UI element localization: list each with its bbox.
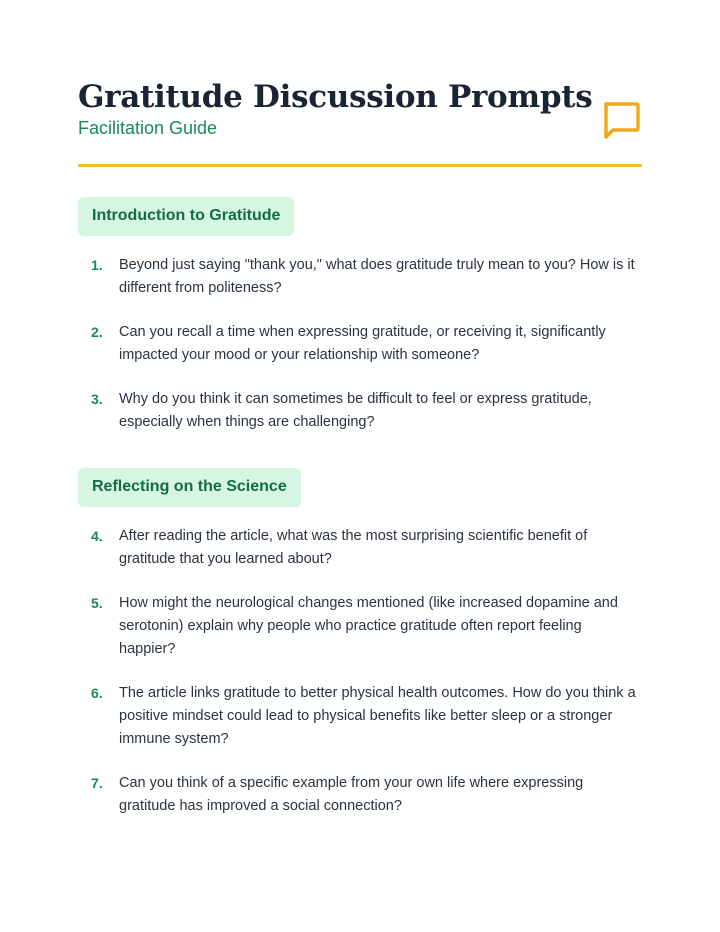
prompt-text: The article links gratitude to better physical health outcomes. How do you think a positive mindset could lead to physical benefits like better sleep or a stronger immune system? (119, 685, 636, 747)
page-subtitle: Facilitation Guide (78, 118, 218, 138)
list-item (78, 592, 642, 661)
prompt-list (78, 254, 642, 434)
prompt-number: 3. (91, 391, 103, 407)
prompt-number: 2. (91, 324, 103, 340)
prompt-number: 1. (91, 257, 103, 273)
prompt-text: How might the neurological changes mentioned (like increased dopamine and serotonin) explain why people who practice gratitude often report feeling happier? (119, 595, 618, 657)
list-item (78, 388, 642, 434)
prompt-number: 7. (91, 775, 103, 791)
section-introduction (78, 197, 642, 434)
list-item (78, 321, 642, 367)
chat-bubble-icon (600, 100, 642, 142)
prompt-text: After reading the article, what was the most surprising scientific benefit of gratitude that you learned about? (119, 528, 588, 567)
list-item (78, 682, 642, 751)
prompt-number: 6. (91, 685, 103, 701)
prompt-text: Why do you think it can sometimes be difficult to feel or express gratitude, especially when things are challenging? (119, 391, 592, 430)
prompt-text: Beyond just saying "thank you," what does gratitude truly mean to you? How is it different from politeness? (119, 257, 635, 296)
list-item (78, 525, 642, 571)
section-heading: Introduction to Gratitude (78, 197, 294, 236)
section-heading: Reflecting on the Science (78, 468, 301, 507)
prompt-list (78, 525, 642, 818)
document-header (78, 0, 642, 167)
prompt-number: 4. (91, 528, 103, 544)
prompt-text: Can you recall a time when expressing gratitude, or receiving it, significantly impacted your mood or your relationship with someone? (119, 324, 606, 363)
prompt-number: 5. (91, 595, 103, 611)
section-science (78, 468, 642, 818)
page-title: Gratitude Discussion Prompts (78, 79, 593, 115)
list-item (78, 772, 642, 818)
list-item (78, 254, 642, 300)
prompt-text: Can you think of a specific example from your own life where expressing gratitude has improved a social connection? (119, 775, 584, 814)
document-page (78, 0, 642, 818)
